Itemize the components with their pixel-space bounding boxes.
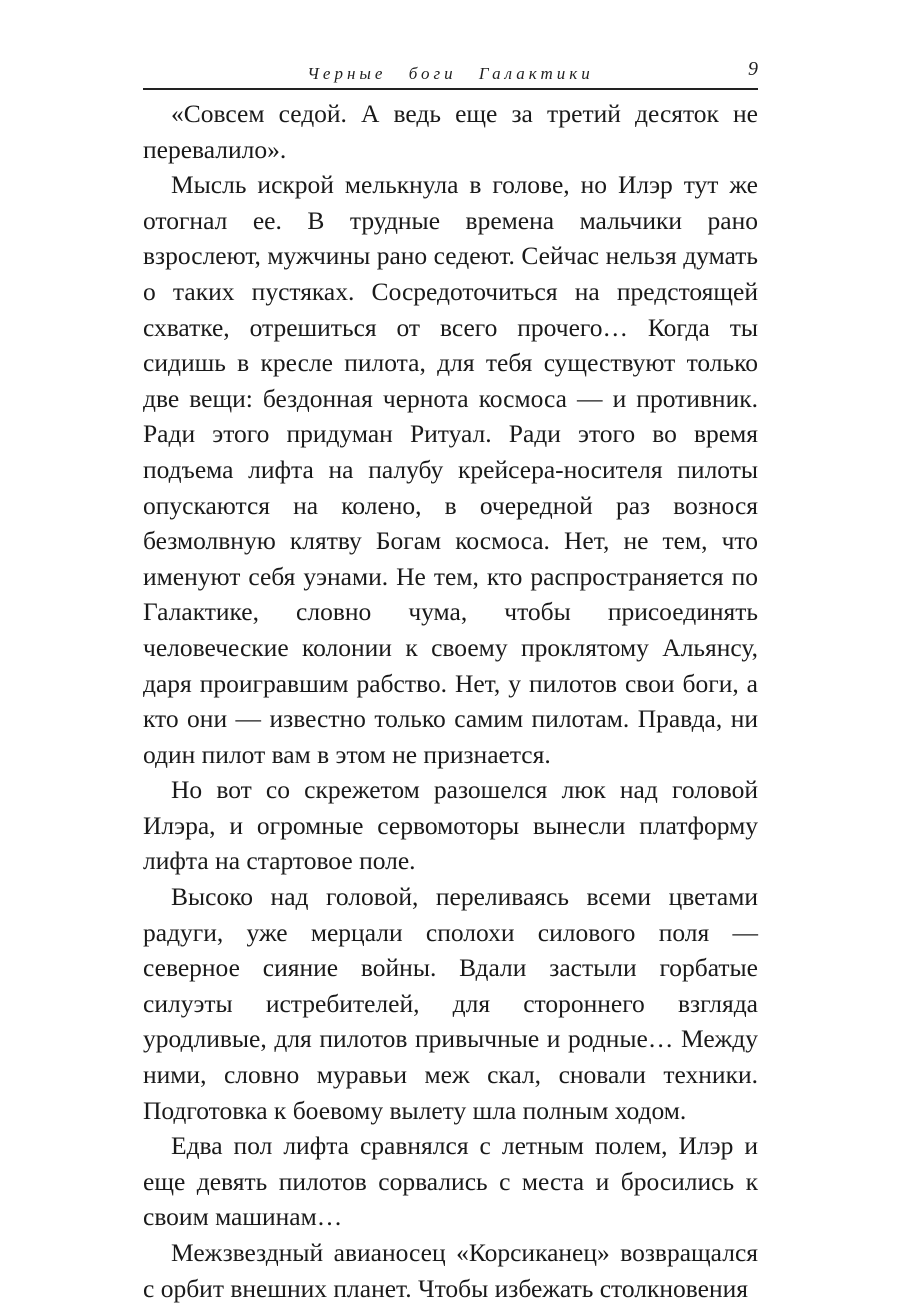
body-text (143, 96, 758, 1306)
page-number: 9 (748, 58, 758, 80)
paragraph: Высоко над головой, переливаясь всеми цветами радуги, уже мерцали сполохи силового поля — северное сияние войны. Вдали застыли горбатые силуэты истребителей, для стороннего взгляда уродливые, для пилотов привычные и родные… Между ними, словно муравьи меж скал, сновали техники. Подготовка к боевому вылету шла полным ходом. (143, 882, 758, 1125)
paragraph: Но вот со скрежетом разошелся люк над головой Илэра, и огромные сервомоторы вынесли платформу лифта на стартовое поле. (143, 775, 758, 876)
paragraph: Едва пол лифта сравнялся с летным полем, Илэр и еще девять пилотов сорвались с места и бросились к своим машинам… (143, 1131, 758, 1232)
paragraph: Мысль искрой мелькнула в голове, но Илэр тут же отогнал ее. В трудные времена мальчики рано взрослеют, мужчины рано седеют. Сейчас нельзя думать о таких пустяках. Сосредоточиться на предстоящей схватке, отрешиться от всего прочего… Когда ты сидишь в кресле пилота, для тебя существуют только две вещи: бездонная чернота космоса — и противник. Ради этого придуман Ритуал. Ради этого во время подъема лифта на палубу крейсера-носителя пилоты опускаются на колено, в очередной раз вознося безмолвную клятву Богам космоса. Нет, не тем, что именуют себя уэнами. Не тем, кто распространяется по Галактике, словно чума, чтобы присоединять человеческие колонии к своему проклятому Альянсу, даря проигравшим рабство. Нет, у пилотов свои боги, а кто они — известно только самим пилотам. Правда, ни один пилот вам в этом не признается. (143, 170, 758, 769)
running-header (143, 58, 758, 86)
paragraph: Межзвездный авианосец «Корсиканец» возвращался с орбит внешних планет. Чтобы избежать столкновения (143, 1238, 758, 1303)
paragraph: «Совсем седой. А ведь еще за третий десяток не перевалило». (143, 99, 758, 164)
header-rule (143, 88, 758, 90)
running-title: Черные боги Галактики (307, 64, 594, 83)
